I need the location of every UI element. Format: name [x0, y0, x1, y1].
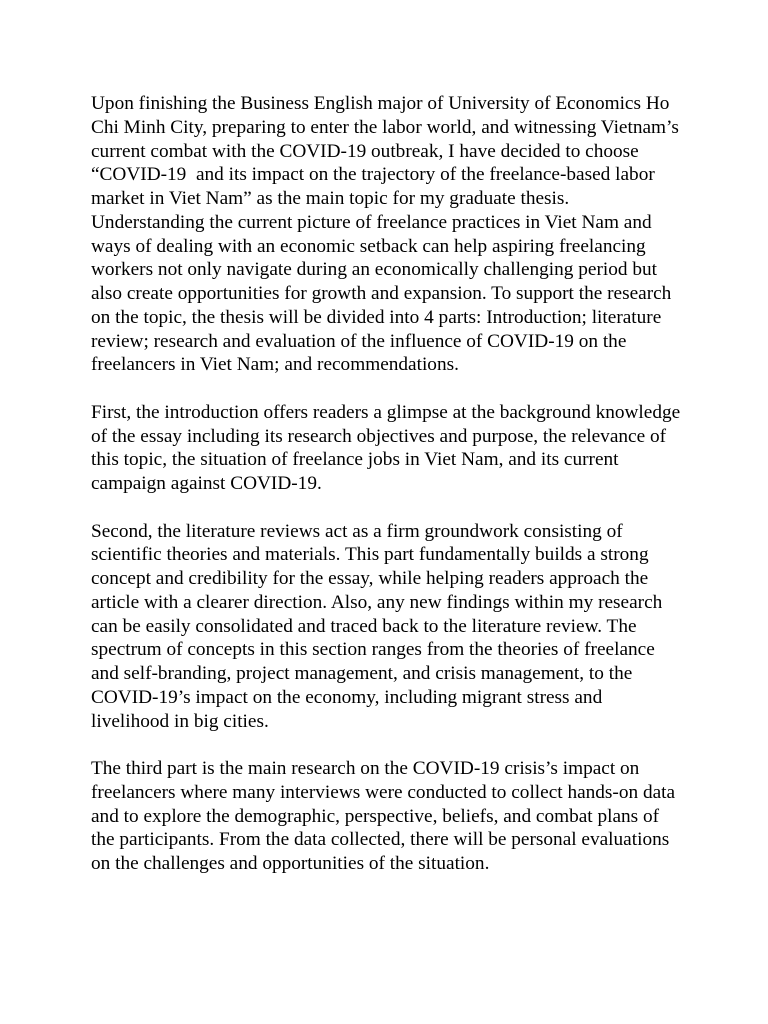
paragraph-introduction: First, the introduction offers readers a glimpse at the background knowledge of the essay including its research objectives and purpose, the relevance of this topic, the situation of freelance jobs in Viet Nam, and its current campaign against COVID-19. — [91, 401, 685, 494]
paragraph-research: The third part is the main research on the COVID-19 crisis’s impact on freelancers where many interviews were conducted to collect hands-on data and to explore the demographic, perspective, beliefs, and combat plans of the participants. From the data collected, there will be personal evaluations on the challenges and opportunities of the situation. — [91, 758, 680, 874]
paragraph-overview: Upon finishing the Business English major of University of Economics Ho Chi Minh City, preparing to enter the labor world, and witnessing Vietnam’s current combat with the COVID-19 outbreak, I have decided to choose “COVID-19 and its impact on the trajectory of the freelance-based labor market in Viet Nam” as the main topic for my graduate thesis. Understanding the current picture of freelance practices in Viet Nam and ways of dealing with an economic setback can help aspiring freelancing workers not only navigate during an economically challenging period but also create opportunities for growth and expansion. To support the research on the topic, the thesis will be divided into 4 parts: Introduction; literature review; research and evaluation of the influence of COVID-19 on the freelancers in Viet Nam; and recommendations. — [91, 93, 684, 376]
document-page — [91, 92, 685, 900]
paragraph-literature-review: Second, the literature reviews act as a firm groundwork consisting of scientific theories and materials. This part fundamentally builds a strong concept and credibility for the essay, while helping readers approach the article with a clearer direction. Also, any new findings within my research can be easily consolidated and traced back to the literature review. The spectrum of concepts in this section ranges from the theories of freelance and self-branding, project management, and crisis management, to the COVID-19’s impact on the economy, including migrant stress and livelihood in big cities. — [91, 520, 668, 732]
